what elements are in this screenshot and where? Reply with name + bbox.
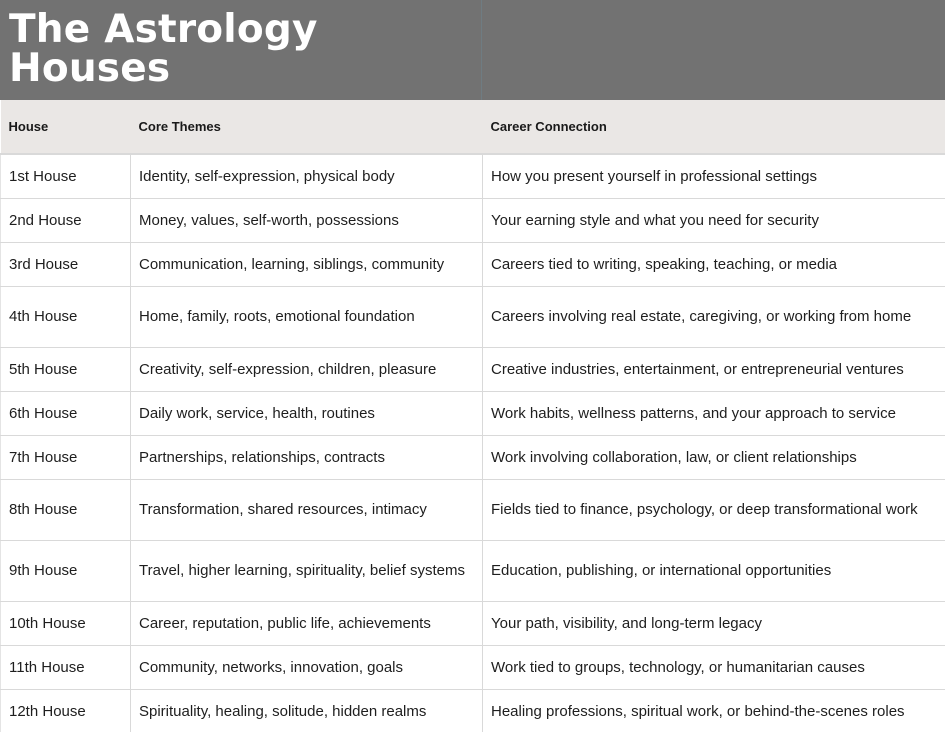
career-cell: Fields tied to finance, psychology, or deep transformational work (483, 479, 945, 540)
table-row (1, 286, 945, 347)
career-cell: Careers involving real estate, caregiving, or working from home (483, 286, 945, 347)
themes-cell: Creativity, self-expression, children, pleasure (131, 347, 483, 391)
themes-cell: Spirituality, healing, solitude, hidden realms (131, 689, 483, 732)
themes-cell: Community, networks, innovation, goals (131, 645, 483, 689)
table-row (1, 154, 945, 198)
career-cell: Work tied to groups, technology, or humanitarian causes (483, 645, 945, 689)
career-cell: Creative industries, entertainment, or entrepreneurial ventures (483, 347, 945, 391)
house-cell: 11th House (1, 645, 131, 689)
column-header-career-connection: Career Connection (483, 100, 945, 154)
career-cell: Work habits, wellness patterns, and your approach to service (483, 391, 945, 435)
page-title: The Astrology Houses (9, 7, 318, 91)
house-cell: 5th House (1, 347, 131, 391)
themes-cell: Daily work, service, health, routines (131, 391, 483, 435)
table-header (1, 100, 945, 154)
table-row (1, 391, 945, 435)
career-cell: Healing professions, spiritual work, or behind-the-scenes roles (483, 689, 945, 732)
title-cell (0, 0, 482, 100)
table-row (1, 540, 945, 601)
themes-cell: Identity, self-expression, physical body (131, 154, 483, 198)
themes-cell: Travel, higher learning, spirituality, belief systems (131, 540, 483, 601)
house-cell: 7th House (1, 435, 131, 479)
career-cell: Careers tied to writing, speaking, teaching, or media (483, 242, 945, 286)
themes-cell: Career, reputation, public life, achievements (131, 601, 483, 645)
themes-cell: Home, family, roots, emotional foundation (131, 286, 483, 347)
themes-cell: Money, values, self-worth, possessions (131, 198, 483, 242)
house-cell: 12th House (1, 689, 131, 732)
house-cell: 8th House (1, 479, 131, 540)
career-cell: Your path, visibility, and long-term legacy (483, 601, 945, 645)
houses-table (0, 100, 945, 732)
career-cell: Your earning style and what you need for security (483, 198, 945, 242)
table-row (1, 689, 945, 732)
table-row (1, 479, 945, 540)
table-row (1, 601, 945, 645)
house-cell: 9th House (1, 540, 131, 601)
house-cell: 2nd House (1, 198, 131, 242)
title-banner (0, 0, 945, 100)
table-row (1, 435, 945, 479)
career-cell: How you present yourself in professional settings (483, 154, 945, 198)
house-cell: 3rd House (1, 242, 131, 286)
career-cell: Education, publishing, or international opportunities (483, 540, 945, 601)
themes-cell: Communication, learning, siblings, community (131, 242, 483, 286)
table-row (1, 347, 945, 391)
table-row (1, 198, 945, 242)
themes-cell: Partnerships, relationships, contracts (131, 435, 483, 479)
table-row (1, 242, 945, 286)
house-cell: 10th House (1, 601, 131, 645)
house-cell: 4th House (1, 286, 131, 347)
career-cell: Work involving collaboration, law, or client relationships (483, 435, 945, 479)
house-cell: 1st House (1, 154, 131, 198)
column-header-house: House (1, 100, 131, 154)
house-cell: 6th House (1, 391, 131, 435)
table-row (1, 645, 945, 689)
themes-cell: Transformation, shared resources, intimacy (131, 479, 483, 540)
column-header-core-themes: Core Themes (131, 100, 483, 154)
table-body (1, 154, 945, 732)
